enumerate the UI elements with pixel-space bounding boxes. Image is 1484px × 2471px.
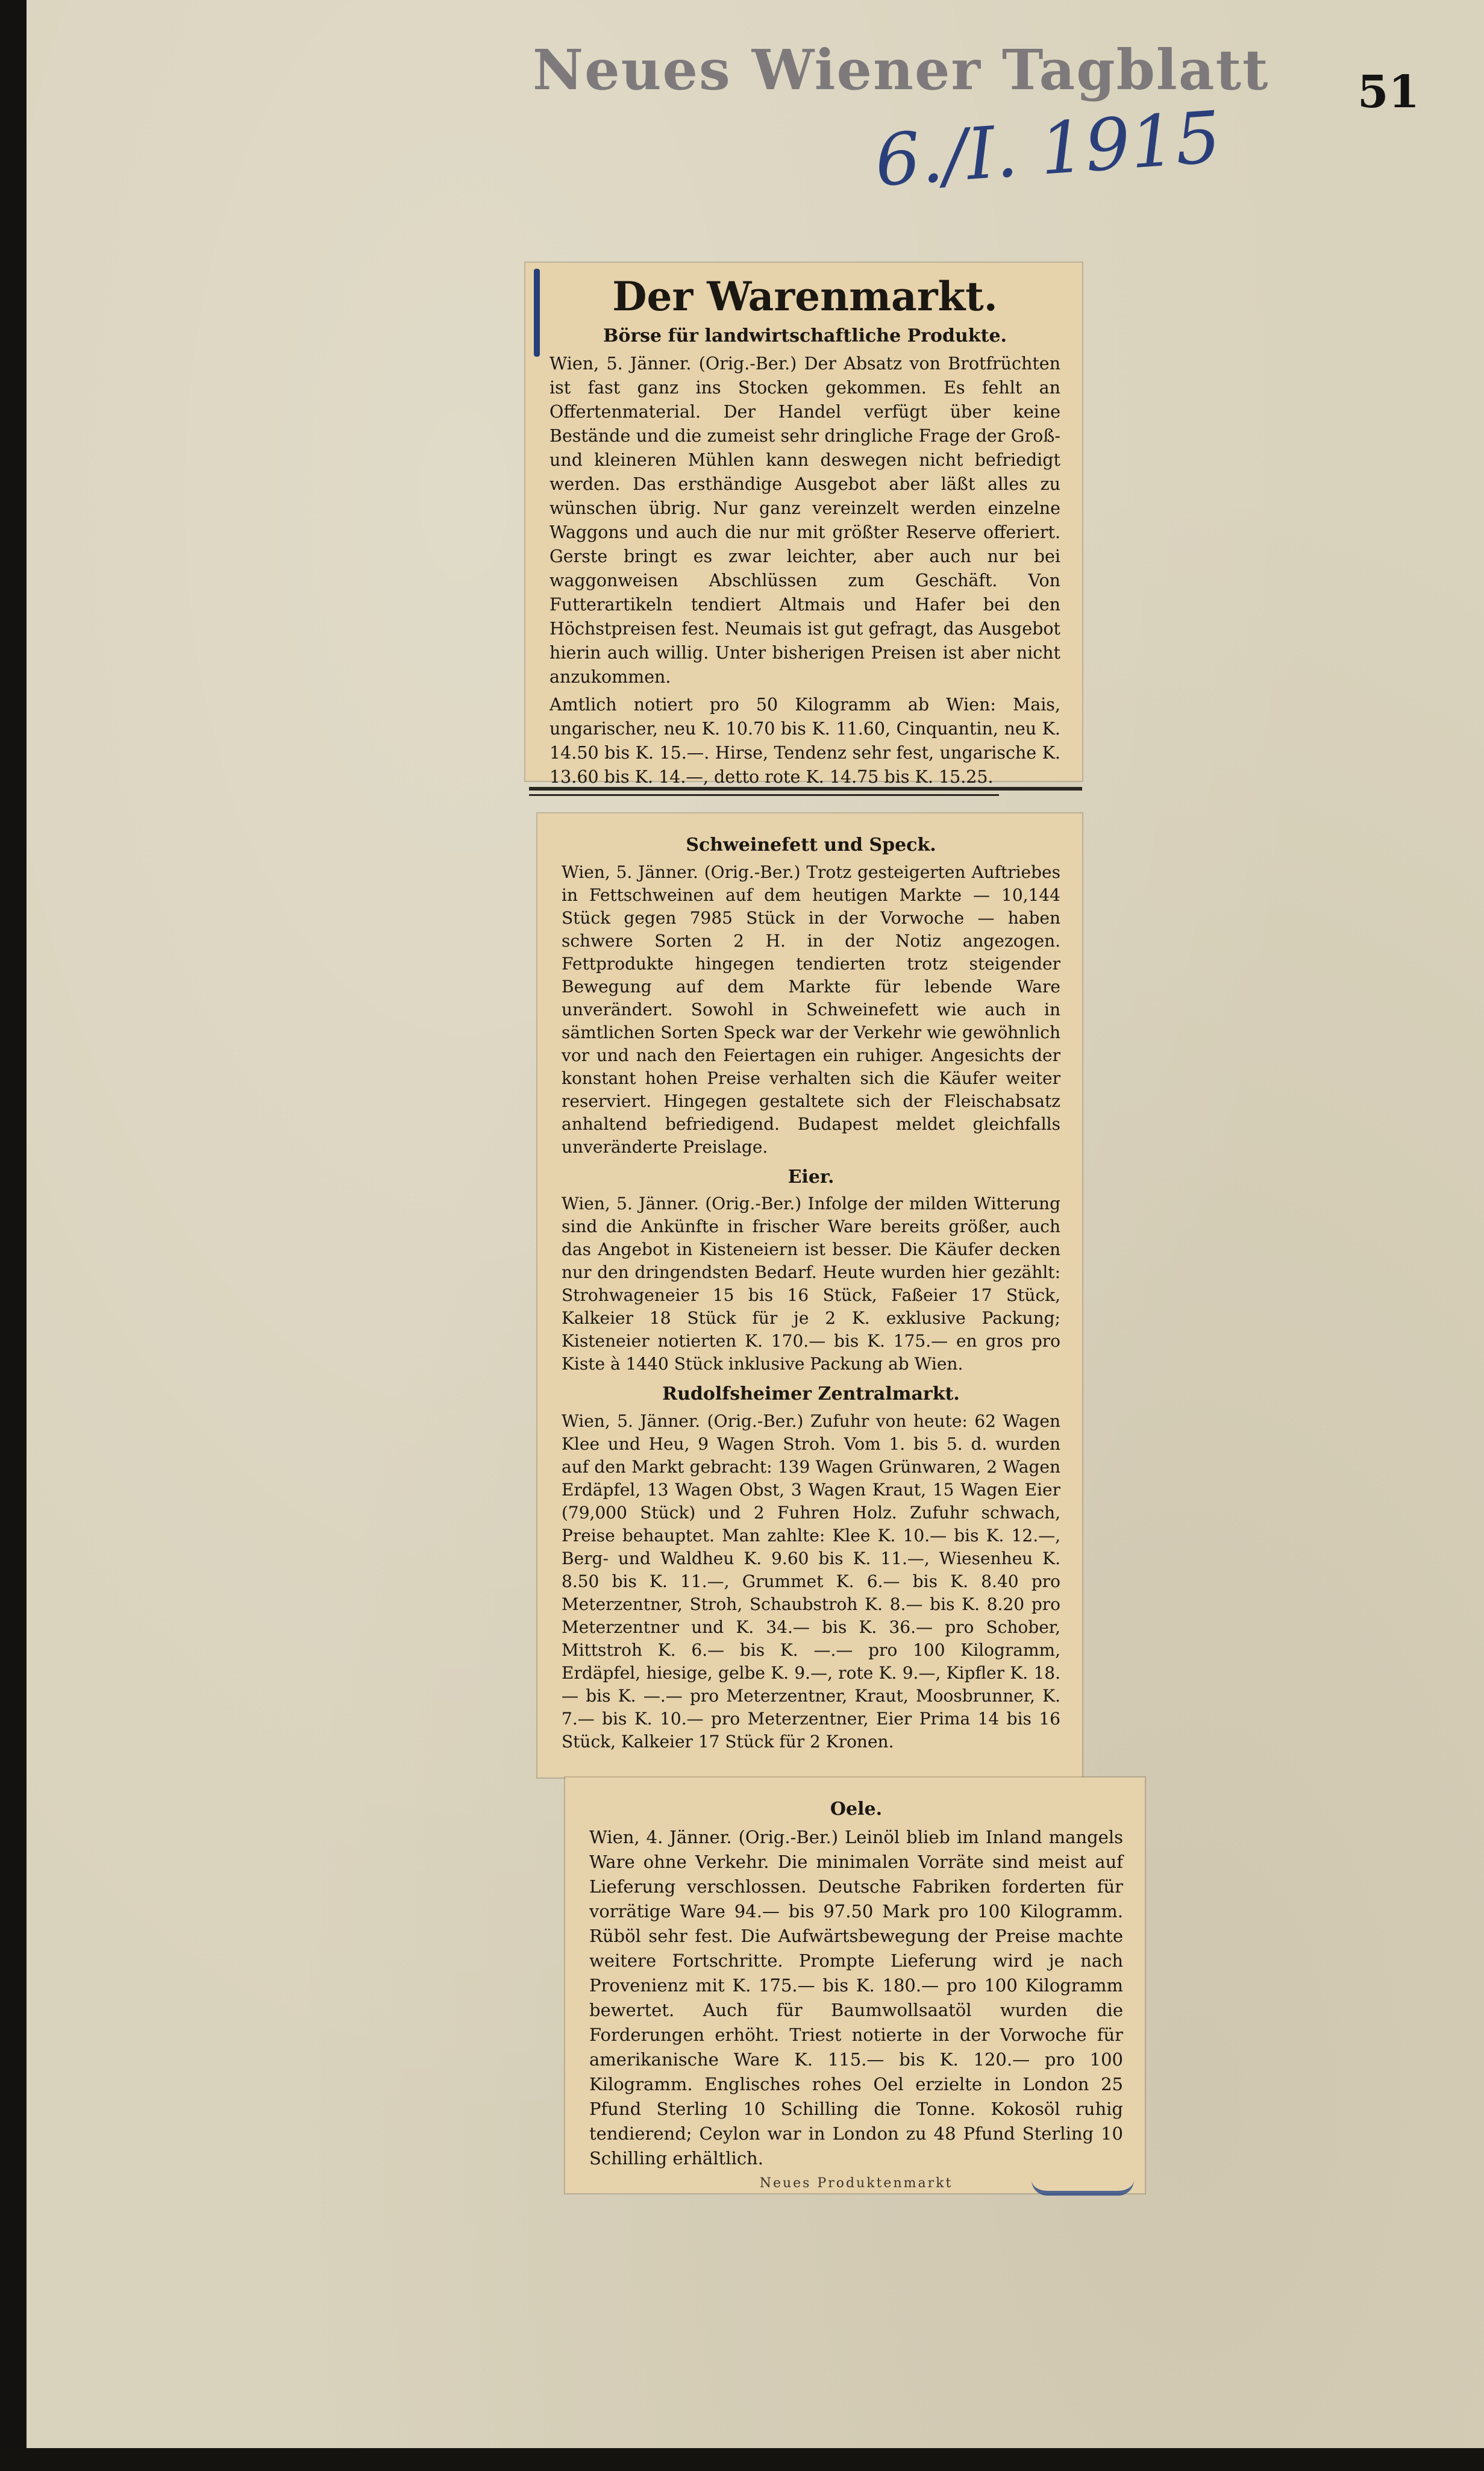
paragraph: Wien, 5. Jänner. (Orig.-Ber.) Trotz gesteigerten Auftriebes in Fettschweinen auf dem heutigen Markte — 10,144 Stück gegen 7985 Stück in der Vorwoche — haben schwere Sorten 2 H. in der Notiz angezogen. Fettprodukte hingegen tendierten trotz steigender Bewegung auf dem Markte für lebende Ware unverändert. Sowohl in Schweinefett wie auch in sämtlichen Sorten Speck war der Verkehr wie gewöhnlich vor und nach den Feiertagen ein ruhiger. Angesichts der konstant hohen Preise verhalten sich die Käufer weiter reserviert. Hingegen gestaltete sich der Fleischabsatz anhaltend befriedigend. Budapest meldet gleichfalls unveränderte Preislage. (562, 862, 1060, 1157)
paragraph: Wien, 5. Jänner. (Orig.-Ber.) Der Absatz von Brotfrüchten ist fast ganz ins Stocken gekommen. Es fehlt an Offertenmaterial. Der Handel verfügt über keine Bestände und die zumeist sehr dringliche Frage der Groß- und kleineren Mühlen kann deswegen nicht befriedigt werden. Das ersthändige Ausgebot aber läßt alles zu wünschen übrig. Nur ganz vereinzelt werden einzelne Waggons und auch die nur mit größter Reserve offeriert. Gerste bringt es zwar leichter, aber auch nur bei waggonweisen Abschlüssen zum Geschäft. Von Futterartikeln tendiert Altmais und Hafer bei den Höchstpreisen fest. Neumais ist gut gefragt, das Ausgebot hierin auch willig. Unter bisherigen Preisen ist aber nicht anzukommen. (549, 353, 1060, 687)
column-rule-thin (529, 794, 999, 796)
section-heading-borse: Börse für landwirtschaftliche Produkte. (603, 325, 1007, 347)
column-rule (529, 787, 1082, 791)
handwritten-date: 6./I. 1915 (872, 95, 1224, 202)
clipping-oele (565, 1777, 1145, 2193)
paragraph: Wien, 5. Jänner. (Orig.-Ber.) Zufuhr von heute: 62 Wagen Klee und Heu, 9 Wagen Stroh. Vom 1. bis 5. d. wurden auf den Markt gebracht: 139 Wagen Grünwaren, 2 Wagen Erdäpfel, 13 Wagen Obst, 3 Wagen Kraut, 15 Wagen Eier (79,000 Stück) und 2 Fuhren Holz. Zufuhr schwach, Preise behauptet. Man zahlte: Klee K. 10.— bis K. 12.—, Berg- und Waldheu K. 9.60 bis K. 11.—, Wiesenheu K. 8.50 bis K. 11.—, Grummet K. 6.— bis K. 8.40 pro Meterzentner, Stroh, Schaubstroh K. 8.— bis K. 8.20 pro Meterzentner und K. 34.— bis K. 36.— pro Schober, Mittstroh K. 6.— bis K. —.— pro 100 Kilogramm, Erdäpfel, hiesige, gelbe K. 9.—, rote K. 9.—, Kipfler K. 18.— bis K. —.— pro Meterzentner, Kraut, Moosbrunner, K. 7.— bis K. 10.— pro Meterzentner, Eier Prima 14 bis 16 Stück, Kalkeier 17 Stück für 2 Kronen. (562, 1411, 1060, 1752)
page-number: 51 (1357, 66, 1420, 118)
scan-border-bottom (0, 2448, 1484, 2471)
paragraph: Amtlich notiert pro 50 Kilogramm ab Wien: Mais, ungarischer, neu K. 10.70 bis K. 11.60, Cinquantin, neu K. 14.50 bis K. 15.—. Hirse, Tendenz sehr fest, ungarische K. 13.60 bis K. 14.—, detto rote K. 14.75 bis K. 15.25. (549, 694, 1060, 787)
newspaper-stamp: Neues Wiener Tagblatt (533, 37, 1270, 102)
blue-pencil-squiggle (1032, 2180, 1134, 2196)
blue-pencil-mark (534, 269, 540, 357)
section-heading-schweinefett: Schweinefett und Speck. (686, 835, 936, 856)
section-heading-eier: Eier. (787, 1166, 834, 1188)
clipping-borse (525, 263, 1082, 787)
section-heading-oele: Oele. (830, 1799, 883, 1820)
paragraph: Wien, 5. Jänner. (Orig.-Ber.) Infolge der milden Witterung sind die Ankünfte in frischer Ware bereits größer, auch das Angebot in Kisteneiern ist besser. Die Käufer decken nur den dringendsten Bedarf. Heute wurden hier gezählt: Strohwageneier 15 bis 16 Stück, Faßeier 17 Stück, Kalkeier 18 Stück für je 2 K. exklusive Packung; Kisteneier notierten K. 170.— bis K. 175.— en gros pro Kiste à 1440 Stück inklusive Packung ab Wien. (562, 1194, 1060, 1374)
cut-off-heading-fragment: Neues Produktenmarkt (759, 2175, 953, 2191)
clipping-schweinefett-eier-zentralmarkt (537, 813, 1082, 1777)
paragraph: Wien, 4. Jänner. (Orig.-Ber.) Leinöl blieb im Inland mangels Ware ohne Verkehr. Die minimalen Vorräte sind meist auf Lieferung verschlossen. Deutsche Fabriken forderten für vorrätige Ware 94.— bis 97.50 Mark pro 100 Kilogramm. Rüböl sehr fest. Die Aufwärtsbewegung der Preise machte weitere Fortschritte. Prompte Lieferung wird je nach Provenienz mit K. 175.— bis K. 180.— pro 100 Kilogramm bewertet. Auch für Baumwollsaatöl wurden die Forderungen erhöht. Triest notierte in der Vorwoche für amerikanische Ware K. 115.— bis K. 120.— pro 100 Kilogramm. Englisches rohes Oel erzielte in London 25 Pfund Sterling 10 Schilling die Tonne. Kokosöl ruhig tendierend; Ceylon war in London zu 48 Pfund Sterling 10 Schilling erhältlich. (589, 1826, 1123, 2169)
article-title: Der Warenmarkt. (612, 273, 998, 320)
section-heading-zentralmarkt: Rudolfsheimer Zentralmarkt. (662, 1383, 960, 1405)
scan-border-left (0, 0, 27, 2471)
